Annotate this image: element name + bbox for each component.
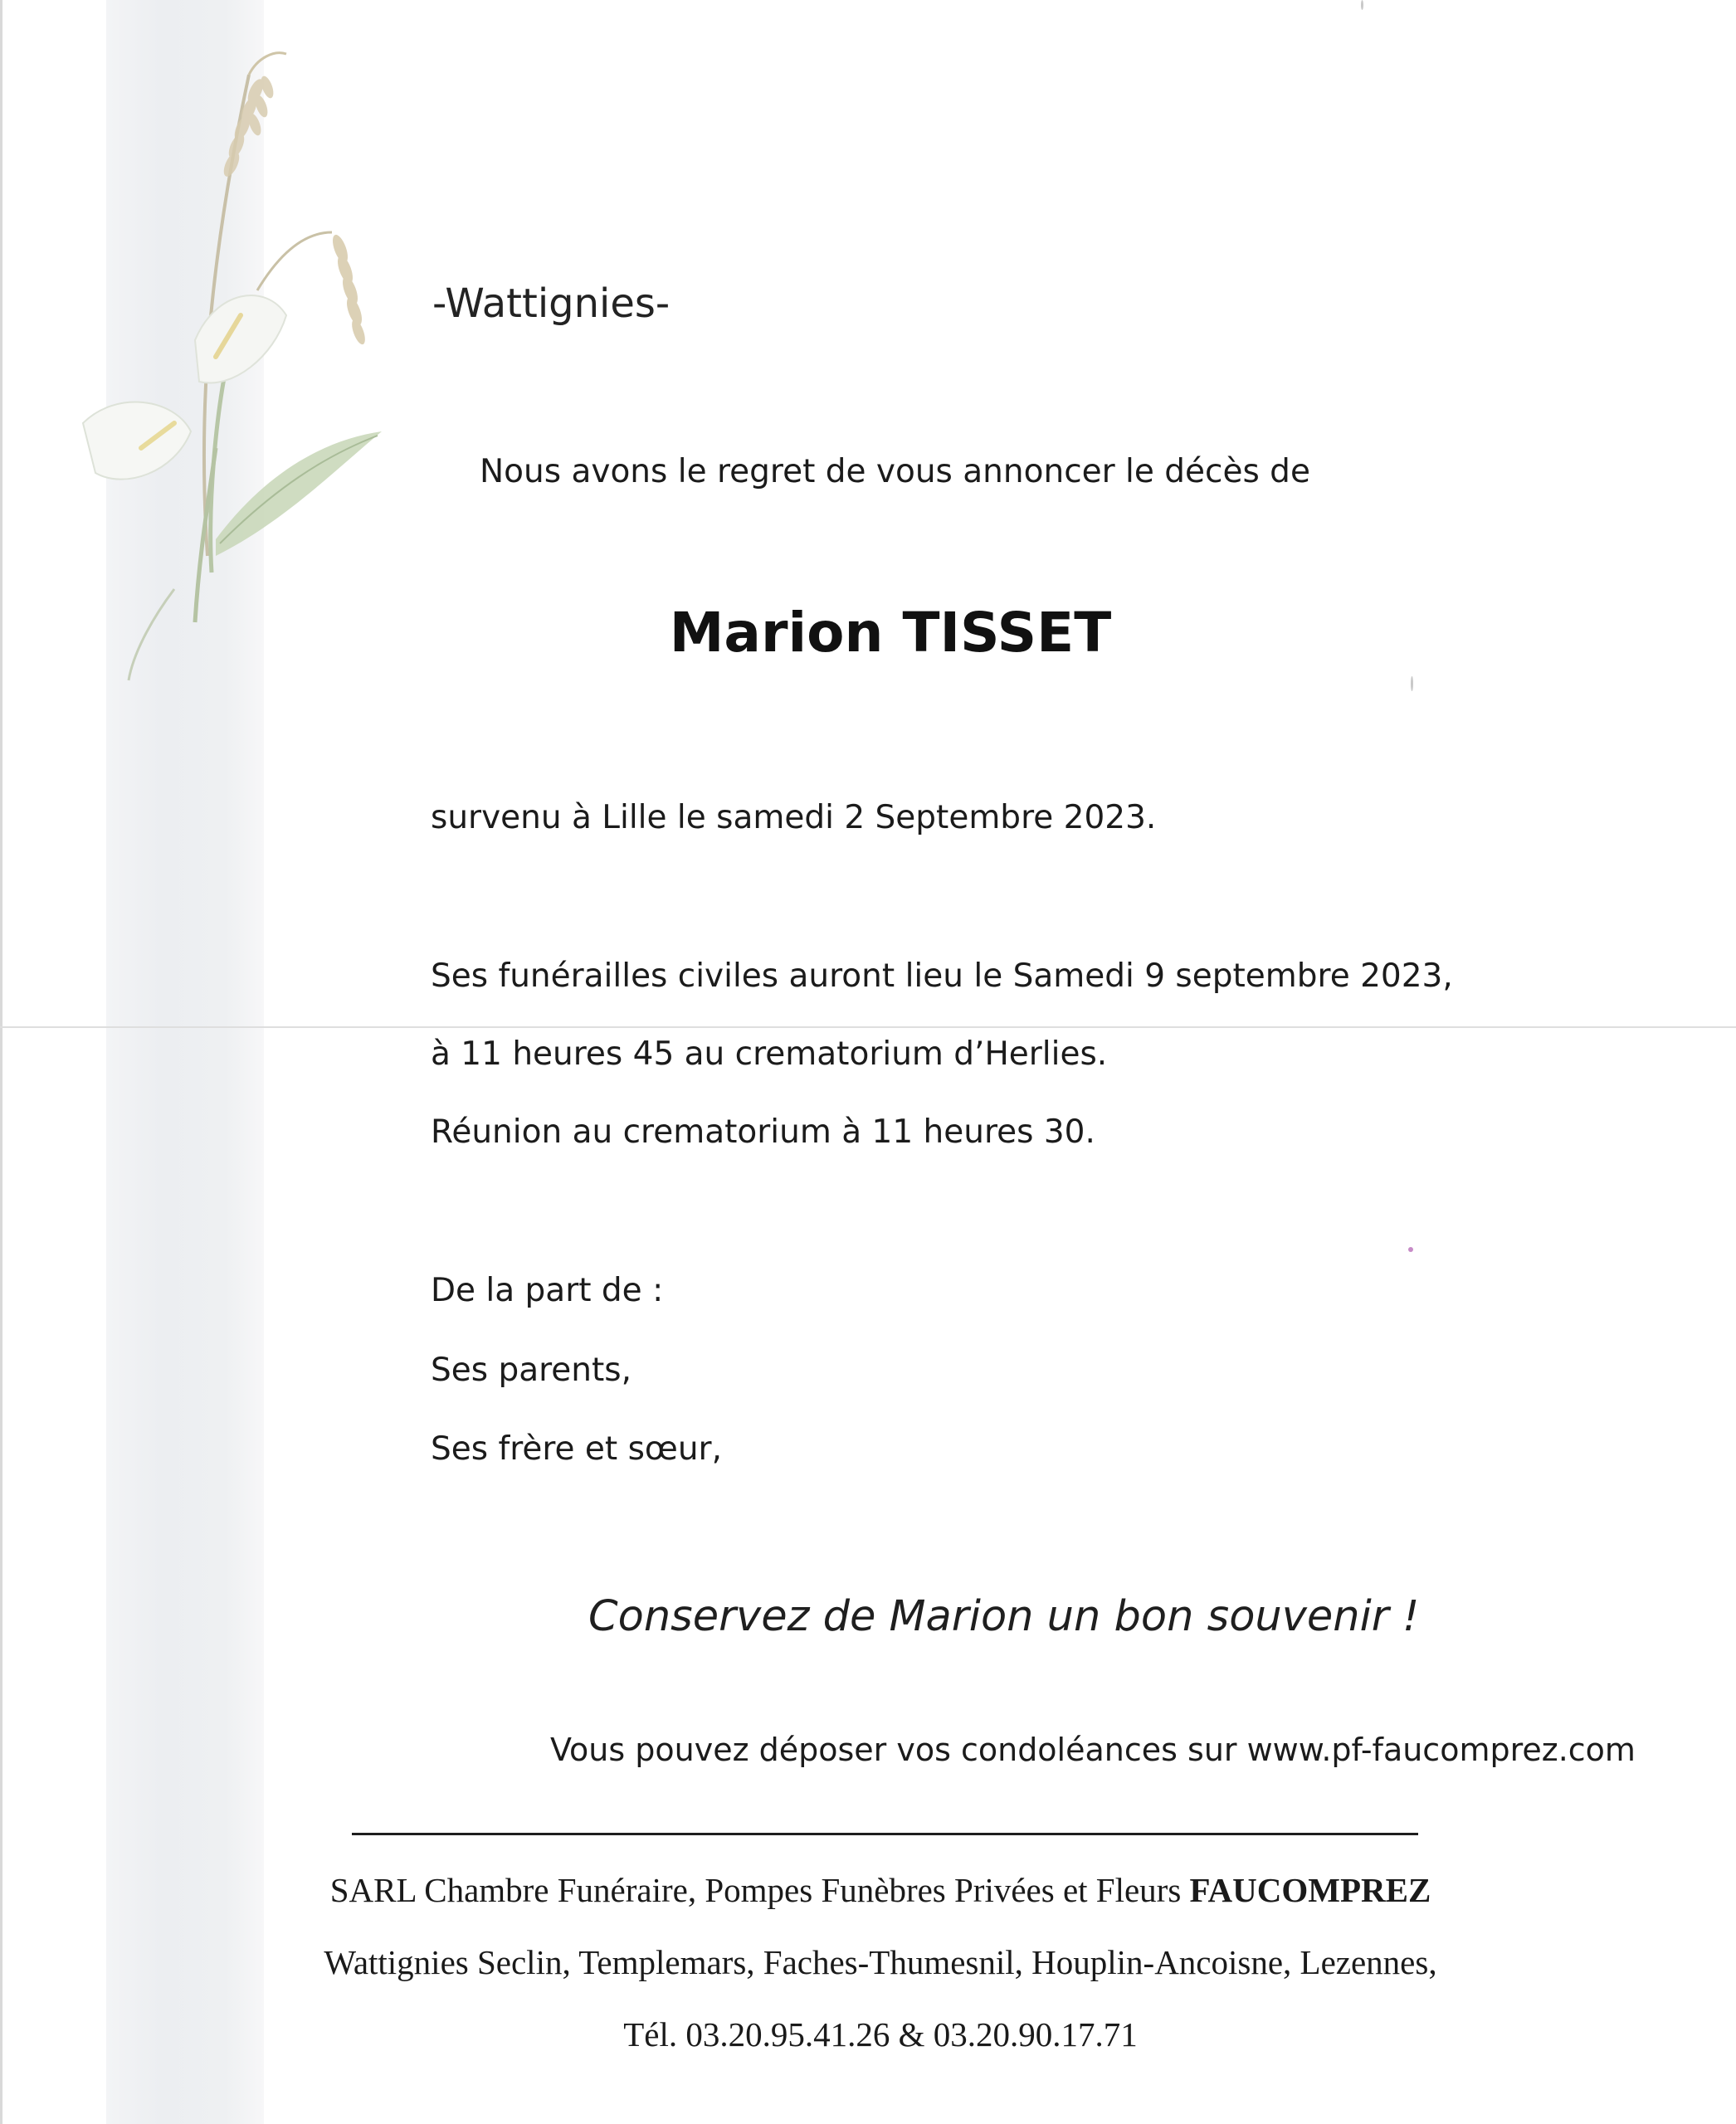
funeral-line: Ses funérailles civiles auront lieu le Samedi 9 septembre 2023, xyxy=(431,957,1453,995)
page-edge xyxy=(0,0,2,2124)
announcement-intro: Nous avons le regret de vous annoncer le décès de xyxy=(480,453,1310,490)
souvenir-message: Conservez de Marion un bon souvenir ! xyxy=(588,1592,1420,1641)
deceased-name: Marion TISSET xyxy=(669,601,1112,665)
calla-lily-wheat-illustration xyxy=(50,41,382,689)
company-name: FAUCOMPREZ xyxy=(1189,1871,1431,1909)
company-line xyxy=(330,1869,1431,1911)
funeral-line: à 11 heures 45 au crematorium d’Herlies. xyxy=(431,1035,1108,1073)
scan-speck xyxy=(1408,1247,1413,1252)
death-details: survenu à Lille le samedi 2 Septembre 2023. xyxy=(431,799,1157,836)
funeral-line: Réunion au crematorium à 11 heures 30. xyxy=(431,1113,1095,1151)
paper-fold-line xyxy=(0,1026,1736,1028)
family-line: Ses parents, xyxy=(431,1352,632,1389)
family-line: Ses frère et sœur, xyxy=(431,1430,722,1468)
company-towns: Wattignies Seclin, Templemars, Faches-Thumesnil, Houplin-Ancoisne, Lezennes, xyxy=(324,1943,1437,1981)
scan-speck xyxy=(1361,0,1363,10)
company-phone: Tél. 03.20.95.41.26 & 03.20.90.17.71 xyxy=(623,2015,1138,2053)
scan-speck xyxy=(1411,676,1413,691)
footer-divider xyxy=(352,1833,1418,1835)
condolences-line: Vous pouvez déposer vos condoléances sur www.pf-faucomprez.com xyxy=(550,1732,1636,1768)
town-heading: -Wattignies- xyxy=(432,280,671,327)
from-label: De la part de : xyxy=(431,1272,664,1309)
company-prefix: SARL Chambre Funéraire, Pompes Funèbres Privées et Fleurs xyxy=(329,1871,1190,1909)
